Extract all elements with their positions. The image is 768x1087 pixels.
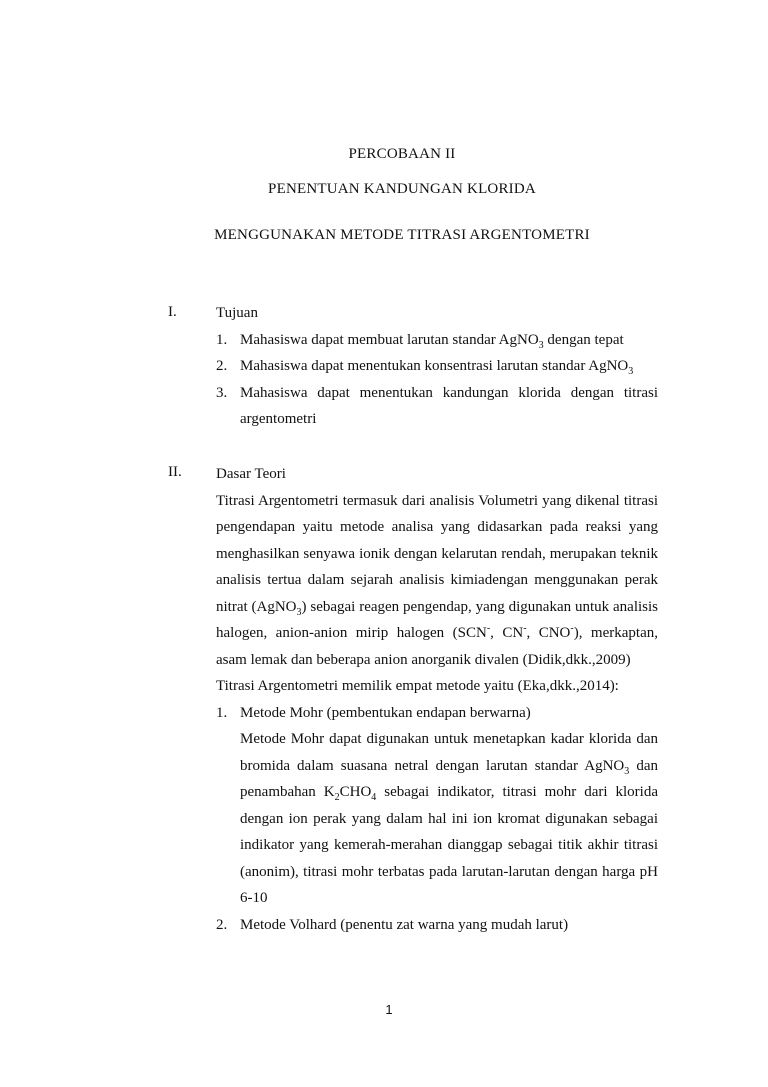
page-number: 1 — [385, 1002, 393, 1017]
objective-item — [216, 380, 658, 433]
document-subtitle-line2: MENGGUNAKAN METODE TITRASI ARGENTOMETRI — [214, 227, 590, 243]
section-number-dasar-teori: II. — [168, 464, 182, 480]
objective-item — [216, 353, 658, 380]
method-item — [216, 912, 658, 939]
document-title: PERCOBAAN II — [348, 146, 456, 162]
method-item — [216, 700, 658, 727]
objective-number: 2. — [216, 358, 228, 374]
objective-number: 3. — [216, 384, 228, 401]
method-description: Metode Mohr dapat digunakan untuk menetapkan kadar klorida dan bromida dalam suasana netral dengan larutan standar AgNO$_3$ dan penambahan $K_2CHO_4$ sebagai indikator, titrasi mohr dari klorida dengan ion perak yang dalam hal ini ion kromat digunakan sebagai indikator yang kemerah-merahan dianggap sebagai titik akhir titrasi (anonim), titrasi mohr terbatas pada larutan-larutan dengan harga pH 6-10 — [240, 731, 658, 906]
section-dasar-teori — [216, 461, 658, 938]
section-heading-dasar-teori: Dasar Teori — [216, 466, 286, 482]
objective-text: Mahasiswa dapat membuat larutan standar AgNO$_3$ dengan tepat — [240, 331, 624, 351]
section-number-tujuan: I. — [168, 304, 177, 320]
objective-item — [216, 327, 658, 354]
method-number: 1. — [216, 704, 228, 721]
objective-text: Mahasiswa dapat menentukan konsentrasi larutan standar AgNO$_3$ — [240, 358, 634, 377]
method-title: Metode Volhard (penentu zat warna yang mudah larut) — [240, 916, 569, 933]
objective-number: 1. — [216, 331, 228, 348]
section-tujuan — [216, 300, 658, 433]
theory-paragraph: Titrasi Argentometri termasuk dari analisis Volumetri yang dikenal titrasi pengendapan yaitu metode analisa yang didasarkan pada reaksi yang menghasilkan senyawa ionik dengan kelarutan rendah, merupakan teknik analisis tertua dalam sejarah analisis kimiadengan menggunakan perak nitrat (AgNO$_3$) sebagai reagen pengendap, yang digunakan untuk analisis halogen, anion-anion mirip halogen (SCN-, CN-, CNO-), merkaptan, asam lemak dan beberapa anion anorganik divalen (Didik,dkk.,2009) — [216, 492, 658, 668]
section-heading-tujuan: Tujuan — [216, 305, 258, 321]
document-subtitle-line1: PENENTUAN KANDUNGAN KLORIDA — [268, 181, 536, 197]
objective-text: Mahasiswa dapat menentukan kandungan klorida dengan titrasi argentometri — [240, 384, 658, 427]
method-number: 2. — [216, 916, 228, 933]
method-title: Metode Mohr (pembentukan endapan berwarna) — [240, 704, 531, 721]
methods-intro: Titrasi Argentometri memilik empat metode yaitu (Eka,dkk.,2014): — [216, 678, 619, 694]
